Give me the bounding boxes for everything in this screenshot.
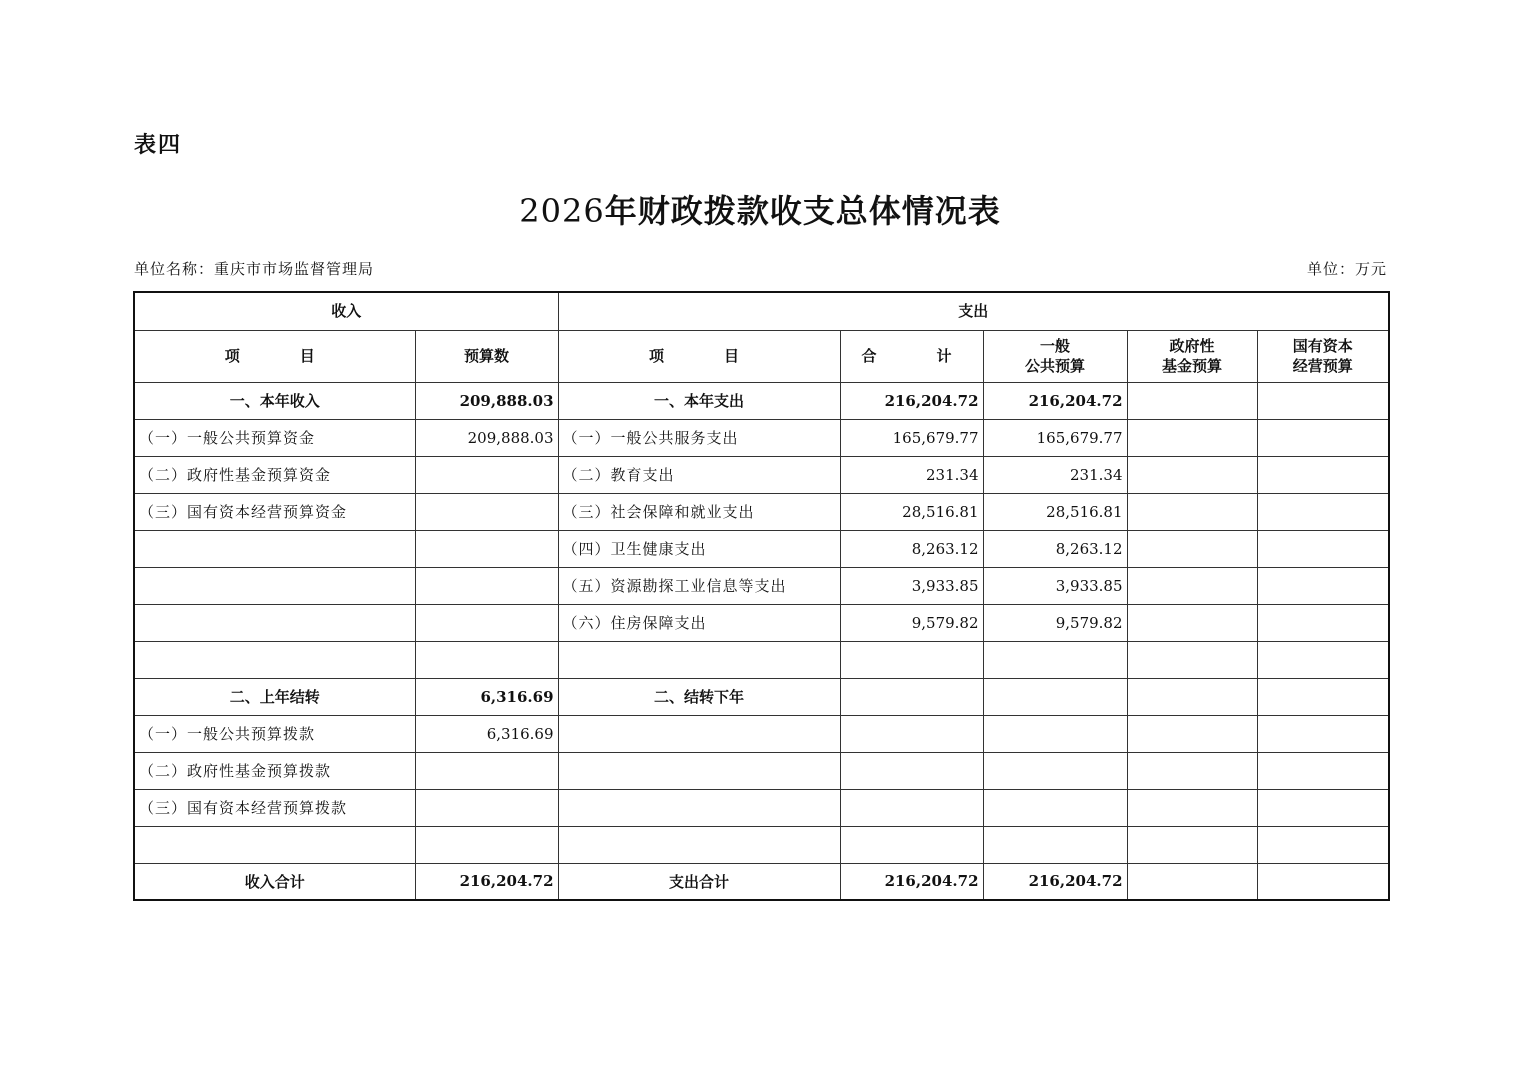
title-text: 年财政拨款收支总体情况表 (604, 192, 1001, 230)
income-budget-cell: 216,204.72 (415, 863, 558, 900)
income-item-cell: （三）国有资本经营预算拨款 (134, 789, 415, 826)
income-item-cell: （一）一般公共预算拨款 (134, 715, 415, 752)
general-budget-cell: 28,516.81 (983, 493, 1127, 530)
income-item-cell (134, 567, 415, 604)
total-cell: 165,679.77 (840, 419, 983, 456)
fund-budget-cell (1127, 530, 1257, 567)
table-row (134, 604, 1389, 641)
table-row (134, 863, 1389, 900)
state-capital-cell (1257, 641, 1389, 678)
state-capital-cell (1257, 604, 1389, 641)
table-row (134, 456, 1389, 493)
table-row (134, 567, 1389, 604)
budget-table (133, 291, 1390, 901)
expense-item-cell (558, 641, 840, 678)
income-item-cell: 二、上年结转 (134, 678, 415, 715)
income-group-header: 收入 (134, 292, 558, 330)
income-budget-cell (415, 530, 558, 567)
income-budget-cell (415, 826, 558, 863)
expense-item-header: 项 目 (558, 330, 840, 382)
income-item-cell: 一、本年收入 (134, 382, 415, 419)
table-row (134, 382, 1389, 419)
general-budget-cell (983, 678, 1127, 715)
fund-budget-cell (1127, 826, 1257, 863)
fund-budget-cell (1127, 419, 1257, 456)
fund-budget-header (1127, 330, 1257, 382)
state-capital-cell (1257, 419, 1389, 456)
general-budget-cell: 165,679.77 (983, 419, 1127, 456)
income-budget-cell: 6,316.69 (415, 678, 558, 715)
income-item-cell (134, 530, 415, 567)
income-item-cell: （二）政府性基金预算资金 (134, 456, 415, 493)
state-capital-cell (1257, 567, 1389, 604)
fund-budget-cell (1127, 493, 1257, 530)
expense-item-cell: （四）卫生健康支出 (558, 530, 840, 567)
income-budget-cell (415, 493, 558, 530)
income-budget-cell (415, 752, 558, 789)
general-budget-cell (983, 641, 1127, 678)
income-item-header: 项 目 (134, 330, 415, 382)
state-capital-cell (1257, 826, 1389, 863)
income-budget-header: 预算数 (415, 330, 558, 382)
income-item-cell: （二）政府性基金预算拨款 (134, 752, 415, 789)
total-cell (840, 678, 983, 715)
total-header: 合 计 (840, 330, 983, 382)
expense-item-cell: 一、本年支出 (558, 382, 840, 419)
fund-budget-cell (1127, 678, 1257, 715)
fund-budget-cell (1127, 641, 1257, 678)
table-row (134, 789, 1389, 826)
fund-budget-cell (1127, 604, 1257, 641)
total-cell (840, 752, 983, 789)
income-item-cell (134, 641, 415, 678)
expense-item-cell: （五）资源勘探工业信息等支出 (558, 567, 840, 604)
income-item-cell (134, 604, 415, 641)
expense-group-header: 支出 (558, 292, 1389, 330)
total-cell: 3,933.85 (840, 567, 983, 604)
state-capital-cell (1257, 789, 1389, 826)
general-budget-cell (983, 826, 1127, 863)
total-cell: 8,263.12 (840, 530, 983, 567)
state-capital-header-line1: 国有资本 (1292, 337, 1353, 355)
table-row (134, 530, 1389, 567)
fund-budget-cell (1127, 456, 1257, 493)
fund-budget-cell (1127, 715, 1257, 752)
title-year: 2026 (519, 192, 605, 230)
fund-budget-cell (1127, 567, 1257, 604)
income-item-cell (134, 826, 415, 863)
total-cell: 28,516.81 (840, 493, 983, 530)
total-cell (840, 826, 983, 863)
table-label: 表四 (134, 133, 183, 158)
state-capital-cell (1257, 493, 1389, 530)
general-budget-header (983, 330, 1127, 382)
state-capital-cell (1257, 678, 1389, 715)
total-cell: 231.34 (840, 456, 983, 493)
table-row (134, 641, 1389, 678)
expense-item-cell: （二）教育支出 (558, 456, 840, 493)
total-cell: 216,204.72 (840, 863, 983, 900)
general-budget-cell (983, 789, 1127, 826)
expense-item-cell (558, 752, 840, 789)
table-row (134, 678, 1389, 715)
expense-item-cell: 二、结转下年 (558, 678, 840, 715)
state-capital-header-line2: 经营预算 (1292, 357, 1353, 375)
income-budget-cell (415, 567, 558, 604)
general-budget-header-line2: 公共预算 (1025, 357, 1086, 375)
state-capital-cell (1257, 530, 1389, 567)
fund-budget-cell (1127, 863, 1257, 900)
expense-item-cell: （六）住房保障支出 (558, 604, 840, 641)
state-capital-header (1257, 330, 1389, 382)
column-header-row (134, 330, 1389, 382)
general-budget-cell: 216,204.72 (983, 863, 1127, 900)
table-row (134, 493, 1389, 530)
expense-item-cell (558, 826, 840, 863)
general-budget-cell: 3,933.85 (983, 567, 1127, 604)
income-item-cell: （一）一般公共预算资金 (134, 419, 415, 456)
total-cell (840, 715, 983, 752)
income-budget-cell (415, 641, 558, 678)
fund-budget-cell (1127, 789, 1257, 826)
income-budget-cell: 209,888.03 (415, 382, 558, 419)
total-cell: 216,204.72 (840, 382, 983, 419)
general-budget-header-line1: 一般 (1040, 337, 1071, 355)
state-capital-cell (1257, 863, 1389, 900)
expense-item-cell: 支出合计 (558, 863, 840, 900)
table-row (134, 752, 1389, 789)
fund-budget-header-line2: 基金预算 (1162, 357, 1223, 375)
general-budget-cell (983, 715, 1127, 752)
unit-name: 单位名称：重庆市市场监督管理局 (134, 260, 375, 278)
table-row (134, 715, 1389, 752)
table-row (134, 826, 1389, 863)
general-budget-cell (983, 752, 1127, 789)
total-cell (840, 641, 983, 678)
fund-budget-cell (1127, 752, 1257, 789)
expense-item-cell (558, 715, 840, 752)
total-cell (840, 789, 983, 826)
general-budget-cell: 9,579.82 (983, 604, 1127, 641)
income-budget-cell (415, 604, 558, 641)
expense-item-cell: （三）社会保障和就业支出 (558, 493, 840, 530)
unit-label: 单位：万元 (1306, 260, 1387, 278)
general-budget-cell: 231.34 (983, 456, 1127, 493)
income-budget-cell (415, 789, 558, 826)
document-title (0, 186, 1520, 232)
income-budget-cell: 209,888.03 (415, 419, 558, 456)
state-capital-cell (1257, 382, 1389, 419)
expense-item-cell (558, 789, 840, 826)
expense-item-cell: （一）一般公共服务支出 (558, 419, 840, 456)
income-item-cell: （三）国有资本经营预算资金 (134, 493, 415, 530)
state-capital-cell (1257, 715, 1389, 752)
fund-budget-header-line1: 政府性 (1169, 337, 1215, 355)
group-header-row (134, 292, 1389, 330)
state-capital-cell (1257, 456, 1389, 493)
income-budget-cell (415, 456, 558, 493)
general-budget-cell: 216,204.72 (983, 382, 1127, 419)
fund-budget-cell (1127, 382, 1257, 419)
state-capital-cell (1257, 752, 1389, 789)
income-budget-cell: 6,316.69 (415, 715, 558, 752)
total-cell: 9,579.82 (840, 604, 983, 641)
income-item-cell: 收入合计 (134, 863, 415, 900)
table-row (134, 419, 1389, 456)
general-budget-cell: 8,263.12 (983, 530, 1127, 567)
